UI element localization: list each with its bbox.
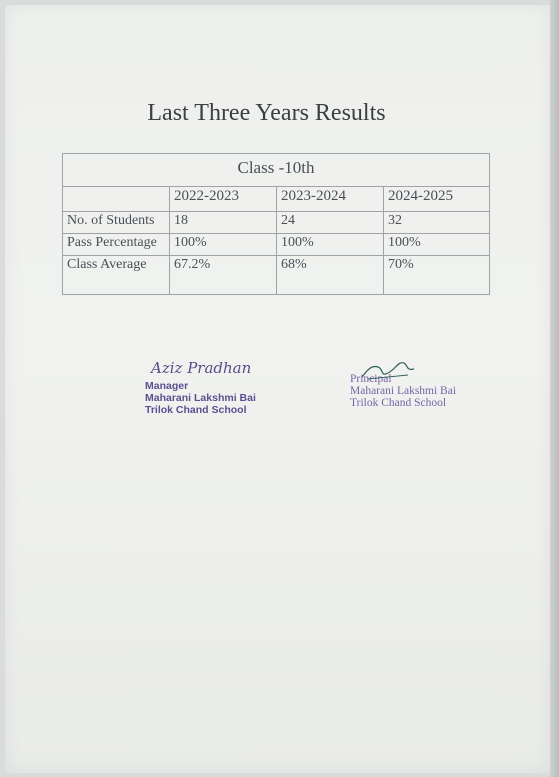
principal-school-line2: Trilok Chand School <box>350 397 447 409</box>
table-row <box>63 212 490 234</box>
year-cell: 2022-2023 <box>170 187 277 212</box>
table-cell: 100% <box>384 234 490 256</box>
table-row <box>63 234 490 256</box>
year-cell: 2023-2024 <box>277 187 384 212</box>
handwritten-signature: Aziz Pradhan <box>151 359 252 377</box>
page-title: Last Three Years Results <box>147 100 386 126</box>
table-cell: 68% <box>277 256 384 295</box>
table-cell: 100% <box>277 234 384 256</box>
class-label: Class -10th <box>63 154 490 187</box>
table-cell: 100% <box>170 234 277 256</box>
principal-role: Principal <box>350 373 392 385</box>
table-cell: 32 <box>384 212 490 234</box>
principal-signature-scribble <box>358 355 418 385</box>
year-cell: 2024-2025 <box>384 187 490 212</box>
empty-cell <box>63 187 170 212</box>
manager-role: Manager <box>145 380 189 392</box>
page-edge <box>550 0 559 777</box>
manager-signature-block <box>145 359 256 416</box>
table-cell: 67.2% <box>170 256 277 295</box>
table-cell: 70% <box>384 256 490 295</box>
table-header-row <box>63 154 490 187</box>
row-label: Class Average <box>63 256 170 295</box>
manager-school-line1: Maharani Lakshmi Bai <box>145 392 256 404</box>
row-label: Pass Percentage <box>63 234 170 256</box>
table-row <box>63 256 490 295</box>
principal-signature-block <box>350 373 456 409</box>
row-label: No. of Students <box>63 212 170 234</box>
year-row <box>63 187 490 212</box>
table-cell: 24 <box>277 212 384 234</box>
results-table <box>62 153 490 295</box>
manager-school-line2: Trilok Chand School <box>145 404 247 416</box>
principal-school-line1: Maharani Lakshmi Bai <box>350 385 457 397</box>
table-cell: 18 <box>170 212 277 234</box>
